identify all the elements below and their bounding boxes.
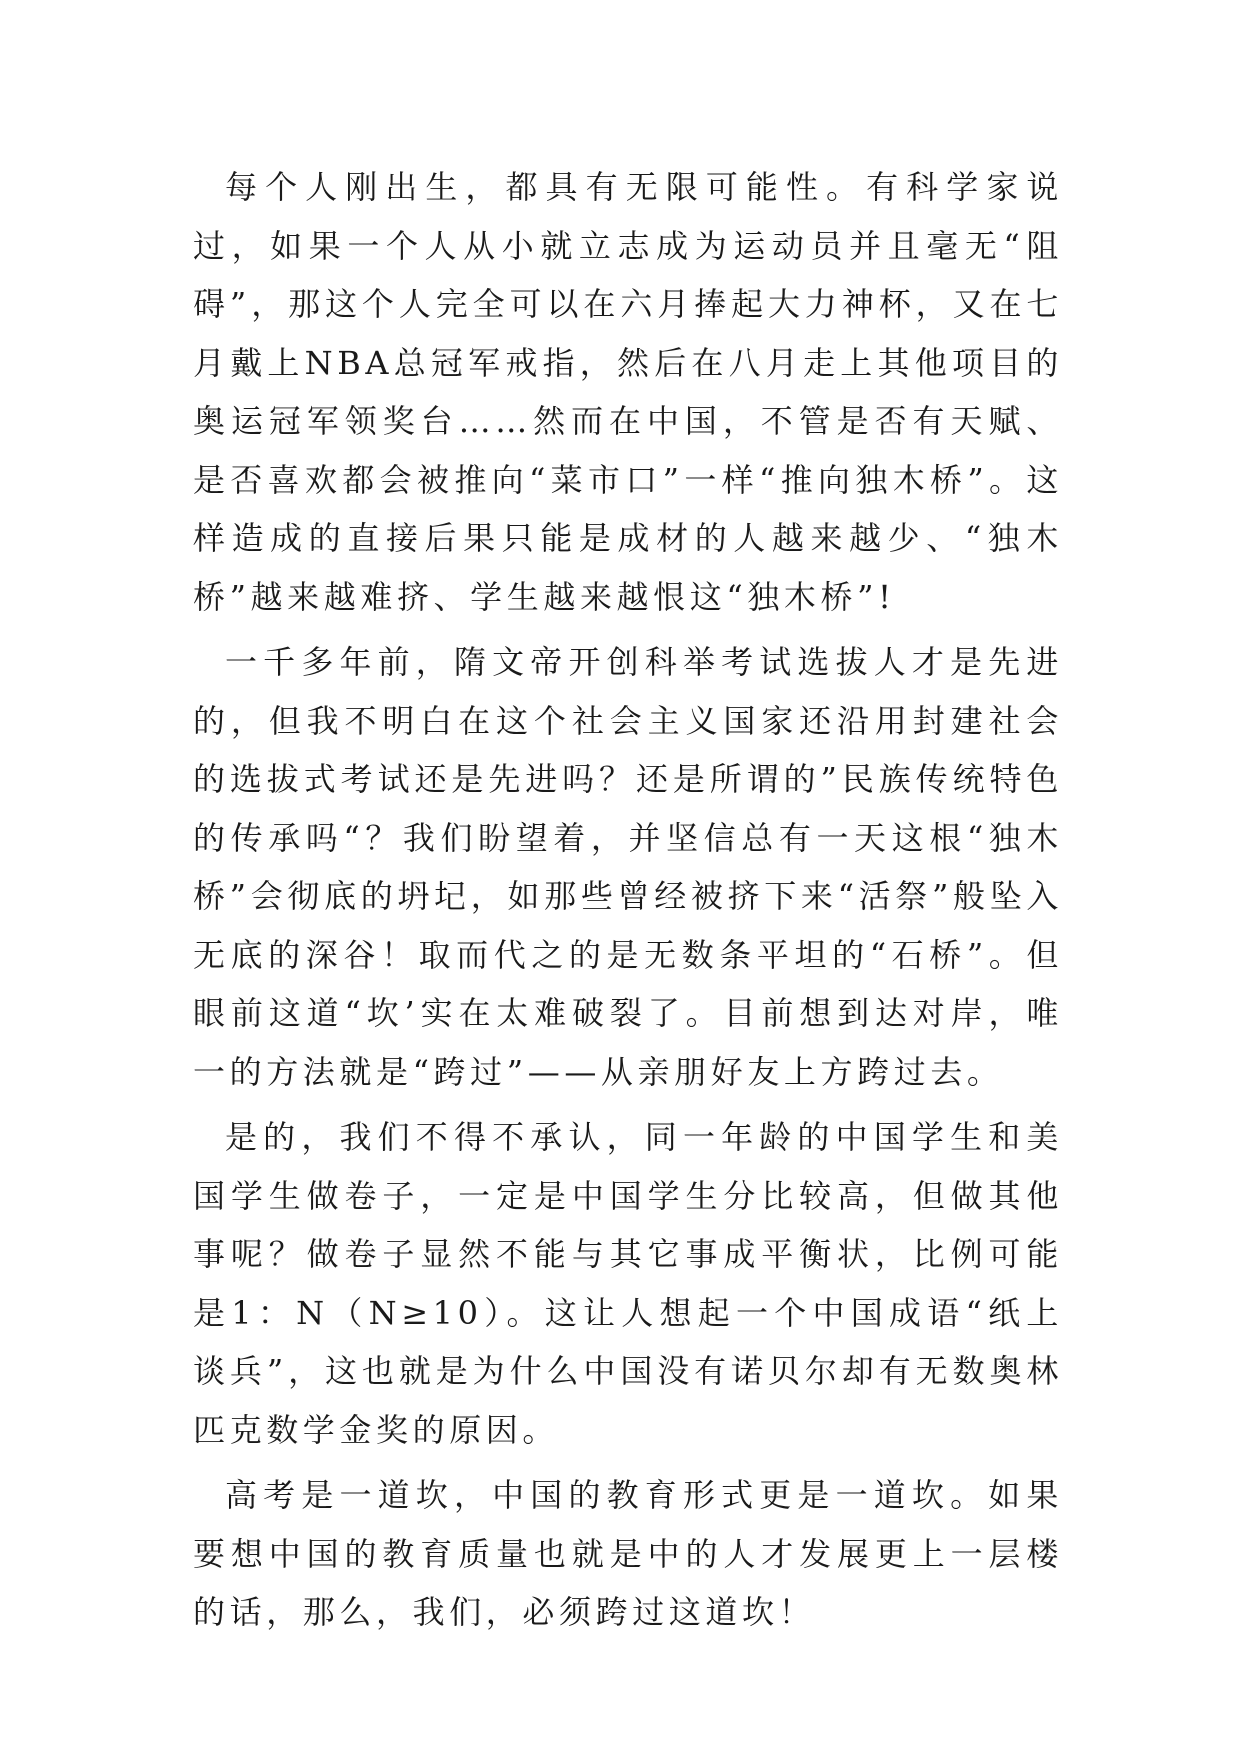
paragraph-3: 是的，我们不得不承认，同一年龄的中国学生和美国学生做卷子，一定是中国学生分比较高，但做其他事呢？做卷子显然不能与其它事成平衡状，比例可能是1：N（N≥10）。这让人想起一个中国成语“纸上谈兵”，这也就是为什么中国没有诺贝尔却有无数奥林匹克数学金奖的原因。 [193,1118,1063,1449]
paragraph-1: 每个人刚出生，都具有无限可能性。有科学家说过，如果一个人从小就立志成为运动员并且毫无“阻碍”，那这个人完全可以在六月捧起大力神杯，又在七月戴上NBA总冠军戒指，然后在八月走上其他项目的奥运冠军领奖台……然而在中国，不管是否有天赋、是否喜欢都会被推向“菜市口”一样“推向独木桥”。这样造成的直接后果只能是成材的人越来越少、“独木桥”越来越难挤、学生越来越恨这“独木桥”! [193,168,1063,616]
paragraph-4: 高考是一道坎，中国的教育形式更是一道坎。如果要想中国的教育质量也就是中的人才发展更上一层楼的话，那么，我们，必须跨过这道坎！ [193,1476,1063,1631]
paragraph-2: 一千多年前，隋文帝开创科举考试选拔人才是先进的，但我不明白在这个社会主义国家还沿用封建社会的选拔式考试还是先进吗？还是所谓的”民族传统特色的传承吗“？我们盼望着，并坚信总有一天这根“独木桥”会彻底的坍圮，如那些曾经被挤下来“活祭”般坠入无底的深谷！取而代之的是无数条平坦的“石桥”。但眼前这道“坎’实在太难破裂了。目前想到达对岸，唯一的方法就是“跨过”——从亲朋好友上方跨过去。 [193,643,1063,1091]
body-text [193,158,1063,1642]
